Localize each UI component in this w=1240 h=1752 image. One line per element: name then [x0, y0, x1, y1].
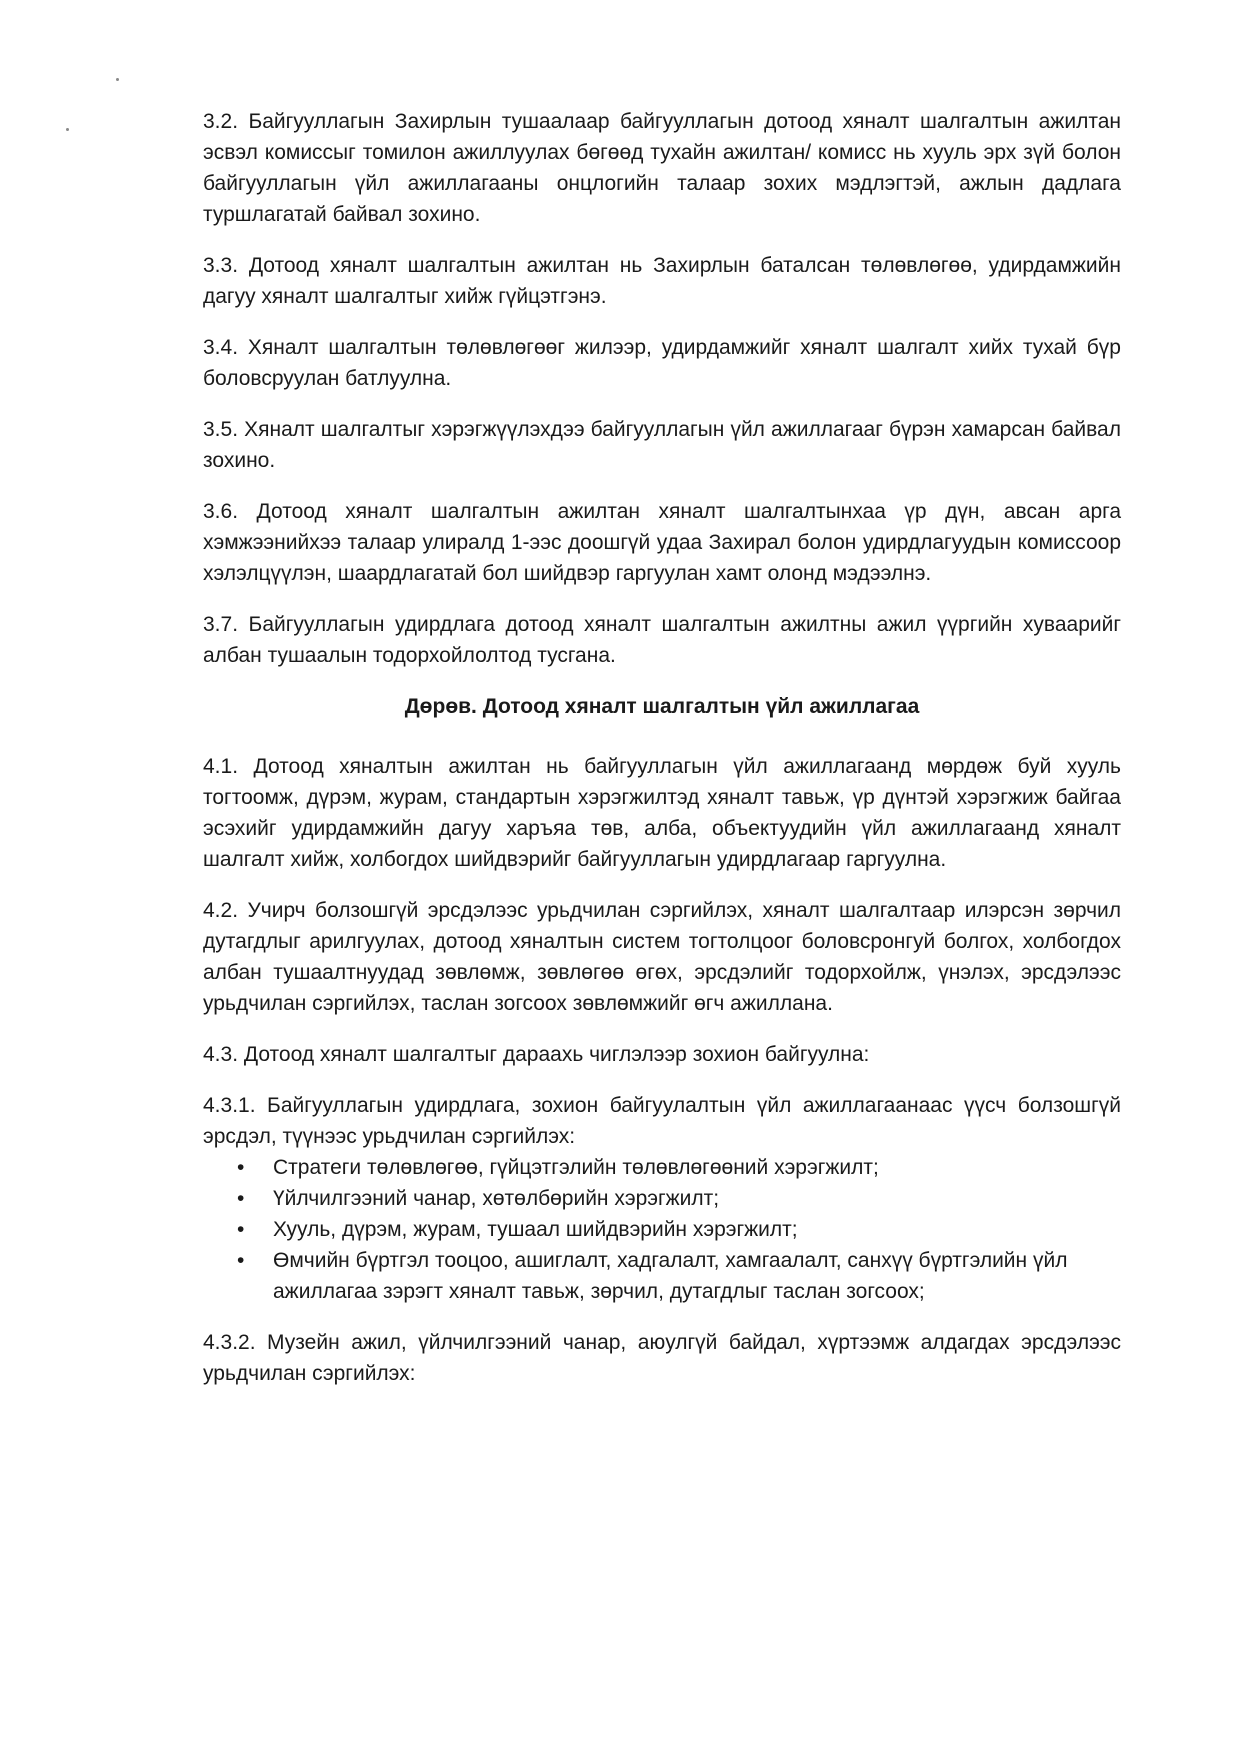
- list-item: [237, 1152, 1121, 1183]
- scan-speck: [66, 128, 69, 131]
- paragraph-3-2: 3.2. Байгууллагын Захирлын тушаалаар байгууллагын дотоод хяналт шалгалтын ажилтан эсвэл комиссыг томилон ажиллуулах бөгөөд тухайн ажилтан/ комисс нь хууль эрх зүй болон байгууллагын үйл ажиллагааны онцлогийн талаар зохих мэдлэгтэй, ажлын дадлага туршлагатай байвал зохино.: [203, 110, 1121, 226]
- list-item: [237, 1183, 1121, 1214]
- bullet-icon: •: [237, 1249, 245, 1272]
- bullet-list-4-3-1: [203, 1152, 1121, 1307]
- list-item-text: Өмчийн бүртгэл тооцоо, ашиглалт, хадгалалт, хамгаалалт, санхүү бүртгэлийн үйл ажиллагаа зэрэгт хяналт тавьж, зөрчил, дутагдлыг таслан зогсоох;: [273, 1249, 1068, 1303]
- paragraph-4-2: 4.2. Учирч болзошгүй эрсдэлээс урьдчилан сэргийлэх, хяналт шалгалтаар илэрсэн зөрчил дутагдлыг арилгуулах, дотоод хяналтын систем тогтолцоог боловсронгуй болгох, холбогдох албан тушаалтнуудад зөвлөмж, зөвлөгөө өгөх, эрсдэлийг тодорхойлж, үнэлэх, эрсдэлээс урьдчилан сэргийлэх, таслан зогсоох зөвлөмжийг өгч ажиллана.: [203, 899, 1121, 1015]
- list-item-text: Стратеги төлөвлөгөө, гүйцэтгэлийн төлөвлөгөөний хэрэгжилт;: [273, 1156, 879, 1179]
- paragraph-4-1: 4.1. Дотоод хяналтын ажилтан нь байгууллагын үйл ажиллагаанд мөрдөж буй хууль тогтоомж, дүрэм, журам, стандартын хэрэгжилтэд хяналт тавьж, үр дүнтэй хэрэгжиж байгаа эсэхийг удирдамжийн дагуу харъяа төв, алба, объектуудийн үйл ажиллагаанд хяналт шалгалт хийж, холбогдох шийдвэрийг байгууллагын удирдлагаар гаргуулна.: [203, 755, 1121, 871]
- list-item-text: Хууль, дүрэм, журам, тушаал шийдвэрийн хэрэгжилт;: [273, 1218, 798, 1241]
- bullet-icon: •: [237, 1187, 245, 1210]
- section-4-heading: Дөрөв. Дотоод хяналт шалгалтын үйл ажиллагаа: [404, 695, 920, 718]
- paragraph-3-5: 3.5. Хяналт шалгалтыг хэрэгжүүлэхдээ байгууллагын үйл ажиллагааг бүрэн хамарсан байвал зохино.: [203, 418, 1121, 472]
- list-item: [237, 1214, 1121, 1245]
- paragraph-3-7: 3.7. Байгууллагын удирдлага дотоод хяналт шалгалтын ажилтны ажил үүргийн хуваарийг албан тушаалын тодорхойлолтод тусгана.: [203, 613, 1121, 667]
- scan-speck: [116, 78, 119, 81]
- document-body: [203, 106, 1121, 1409]
- paragraph-4-3-2: 4.3.2. Музейн ажил, үйлчилгээний чанар, аюулгүй байдал, хүртээмж алдагдах эрсдэлээс урьдчилан сэргийлэх:: [203, 1331, 1121, 1385]
- bullet-icon: •: [237, 1156, 245, 1179]
- paragraph-4-3-1: 4.3.1. Байгууллагын удирдлага, зохион байгуулалтын үйл ажиллагаанаас үүсч болзошгүй эрсдэл, түүнээс урьдчилан сэргийлэх:: [203, 1094, 1121, 1148]
- paragraph-4-3: 4.3. Дотоод хяналт шалгалтыг дараахь чиглэлээр зохион байгуулна:: [203, 1043, 870, 1066]
- bullet-icon: •: [237, 1218, 245, 1241]
- paragraph-3-3: 3.3. Дотоод хяналт шалгалтын ажилтан нь Захирлын баталсан төлөвлөгөө, удирдамжийн дагуу хяналт шалгалтыг хийж гүйцэтгэнэ.: [203, 254, 1121, 308]
- paragraph-3-4: 3.4. Хяналт шалгалтын төлөвлөгөөг жилээр, удирдамжийг хяналт шалгалт хийх тухай бүр боловсруулан батлуулна.: [203, 336, 1121, 390]
- list-item: [237, 1245, 1121, 1307]
- paragraph-3-6: 3.6. Дотоод хяналт шалгалтын ажилтан хяналт шалгалтынхаа үр дүн, авсан арга хэмжээнийхээ талаар улиралд 1-ээс доошгүй удаа Захирал болон удирдлагуудын комиссоор хэлэлцүүлэн, шаардлагатай бол шийдвэр гаргуулан хамт олонд мэдээлнэ.: [203, 500, 1121, 585]
- list-item-text: Үйлчилгээний чанар, хөтөлбөрийн хэрэгжилт;: [273, 1187, 720, 1210]
